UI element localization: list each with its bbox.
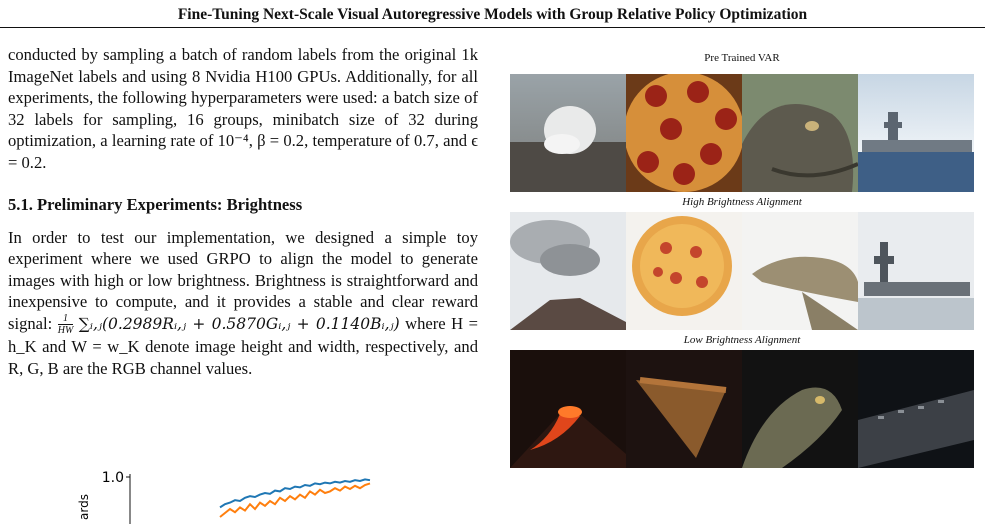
aircraft-carrier-image bbox=[858, 212, 974, 330]
aircraft-carrier-image bbox=[858, 350, 974, 468]
aircraft-carrier-image bbox=[858, 74, 974, 192]
komodo-dragon-image bbox=[742, 74, 858, 192]
ytick-label: 1.0 bbox=[101, 470, 124, 486]
komodo-dragon-image bbox=[742, 350, 858, 468]
fraction bbox=[58, 313, 74, 336]
caption-high: High Brightness Alignment bbox=[682, 196, 802, 208]
row-low bbox=[510, 350, 974, 468]
pizza-image bbox=[626, 350, 742, 468]
volcano-image bbox=[510, 212, 626, 330]
paragraph-brightness-text: In order to test our implementation, we designed a simple toy experiment where we used GRPO to align the model to generate images with high or low brightness. Brightness is straightforward and inexpensive to compute, and it provides a stable and clear reward signal: bbox=[8, 227, 478, 333]
fraction-denominator: HW bbox=[57, 325, 74, 337]
paragraph-hyperparameters: conducted by sampling a batch of random labels from the original 1k ImageNet labels and using 8 Nvidia H100 GPUs. Additionally, for all experiments, the following hyperparameters were used: a batch size of 32 labels for sampling, 16 groups, minibatch size of 32 during optimization, a learning rate of 10⁻⁴, β = 0.2, temperature of 0.7, and ϵ = 0.2. bbox=[8, 45, 478, 172]
paragraph-brightness bbox=[8, 227, 478, 380]
reward-chart bbox=[40, 462, 400, 524]
series-line-0 bbox=[220, 479, 370, 507]
volcano-image bbox=[510, 74, 626, 192]
caption-low: Low Brightness Alignment bbox=[683, 334, 801, 346]
volcano-image bbox=[510, 350, 626, 468]
reward-chart-svg bbox=[40, 462, 400, 524]
paragraph-brightness-text-2: where H = h_K and W = w_K denote image height and width, respectively, and R, G, B are the RGB channel values. bbox=[8, 313, 478, 378]
running-header bbox=[0, 0, 985, 28]
komodo-dragon-image bbox=[742, 212, 858, 330]
paper-title: Fine-Tuning Next-Scale Visual Autoregressive Models with Group Relative Policy Optimization bbox=[177, 6, 808, 23]
left-column bbox=[8, 44, 478, 379]
row-high bbox=[510, 212, 974, 330]
row-pretrained bbox=[510, 74, 974, 192]
brightness-formula: ∑ᵢ,ⱼ(0.2989Rᵢ,ⱼ + 0.5870Gᵢ,ⱼ + 0.1140Bᵢ,ⱼ) bbox=[78, 314, 400, 333]
ylabel: ards bbox=[77, 494, 91, 520]
pizza-image bbox=[626, 212, 742, 330]
series-lines bbox=[220, 479, 370, 517]
pizza-image bbox=[626, 74, 742, 192]
figure bbox=[510, 52, 974, 468]
fraction-numerator: 1 bbox=[58, 313, 74, 325]
section-heading: 5.1. Preliminary Experiments: Brightness bbox=[8, 195, 303, 214]
caption-pretrained: Pre Trained VAR bbox=[704, 52, 780, 64]
